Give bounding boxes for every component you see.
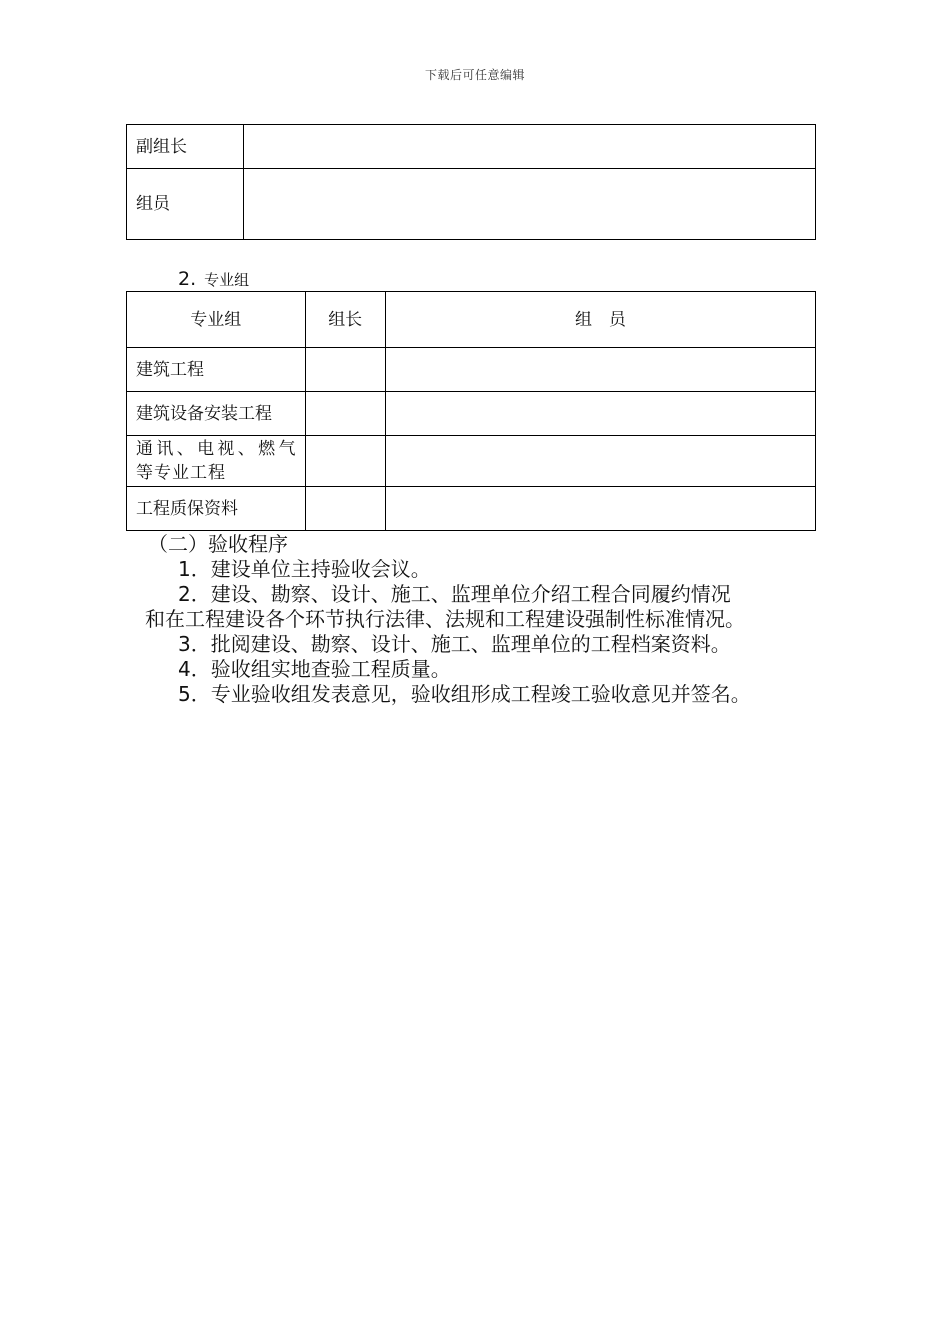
deputy-leader-value[interactable]: [243, 125, 815, 169]
procedure-item: 3．批阅建设、勘察、设计、施工、监理单位的工程档案资料。: [178, 632, 731, 656]
table-row: [127, 125, 816, 169]
procedure-item: 4．验收组实地查验工程质量。: [178, 657, 451, 681]
table-header-row: [127, 292, 816, 348]
leaders-table: [126, 124, 816, 240]
table-row: [127, 392, 816, 436]
group-leader[interactable]: [305, 436, 385, 487]
section-heading: [178, 268, 249, 290]
group-members[interactable]: [385, 487, 815, 531]
group-members[interactable]: [385, 392, 815, 436]
table-row: [127, 169, 816, 240]
group-name: 通讯、电视、燃气等专业工程: [127, 436, 306, 487]
header-members: 组 员: [385, 292, 815, 348]
table-row: [127, 487, 816, 531]
section-number: 2.: [178, 268, 197, 290]
group-name: 工程质保资料: [127, 487, 306, 531]
specialty-table: [126, 291, 816, 531]
group-leader[interactable]: [305, 348, 385, 392]
table-row: [127, 348, 816, 392]
group-members[interactable]: [385, 436, 815, 487]
header-leader: 组长: [305, 292, 385, 348]
group-members[interactable]: [385, 348, 815, 392]
table-row: [127, 436, 816, 487]
section-title: 专业组: [204, 271, 250, 289]
procedure-title: （二）验收程序: [148, 532, 288, 556]
group-name: 建筑工程: [127, 348, 306, 392]
group-leader[interactable]: [305, 487, 385, 531]
group-leader[interactable]: [305, 392, 385, 436]
procedure-item: 1．建设单位主持验收会议。: [178, 557, 431, 581]
header-specialty-group: 专业组: [127, 292, 306, 348]
group-name: 建筑设备安装工程: [127, 392, 306, 436]
procedure-section: [0, 532, 950, 707]
procedure-item: 5．专业验收组发表意见，验收组形成工程竣工验收意见并签名。: [178, 682, 751, 706]
procedure-item-continuation: 和在工程建设各个环节执行法律、法规和工程建设强制性标准情况。: [145, 607, 745, 631]
header-note: 下载后可任意编辑: [424, 68, 525, 82]
procedure-item: 2．建设、勘察、设计、施工、监理单位介绍工程合同履约情况: [178, 582, 731, 606]
deputy-leader-label: 副组长: [127, 125, 244, 169]
members-label: 组员: [127, 169, 244, 240]
members-value[interactable]: [243, 169, 815, 240]
